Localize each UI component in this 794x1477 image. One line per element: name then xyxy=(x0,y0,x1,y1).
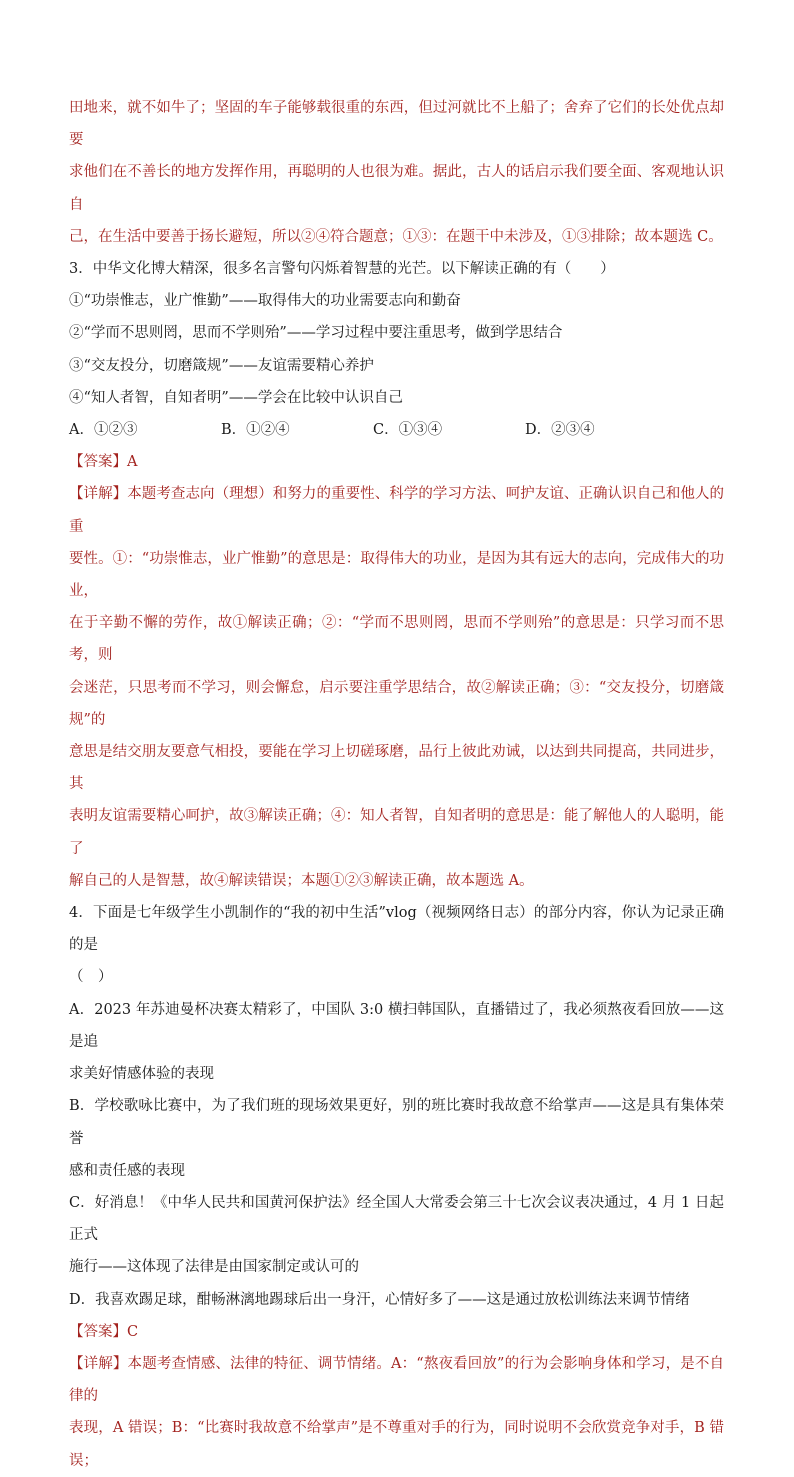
detail-line: 表现，A 错误；B：“比赛时我故意不给掌声”是不尊重对手的行为，同时说明不会欣赏竞争对手，B 错误； xyxy=(69,1420,724,1469)
detail-line: 意思是结交朋友要意气相投，要能在学习上切磋琢磨，品行上彼此劝诫，以达到共同提高，共同进步，其 xyxy=(69,744,724,793)
detail-line: 会迷茫，只思考而不学习，则会懈怠，启示要注重学思结合，故②解读正确；③：“交友投分，切磨箴规”的 xyxy=(69,679,724,728)
question-4-option-a-cont: 求美好情感体验的表现 xyxy=(69,1066,214,1083)
question-3-item-2: ②“学而不思则罔，思而不学则殆”——学习过程中要注重思考，做到学思结合 xyxy=(69,325,563,342)
question-4-option-b-cont: 感和责任感的表现 xyxy=(69,1162,185,1179)
question-3-options xyxy=(69,414,724,446)
option-a: A．①②③ xyxy=(69,422,138,439)
question-3-item-1: ①“功崇惟志，业广惟勤”——取得伟大的功业需要志向和勤奋 xyxy=(69,293,461,310)
text-line: 己，在生活中要善于扬长避短，所以②④符合题意；①③：在题干中未涉及，①③排除；故本题选 C。 xyxy=(69,228,723,245)
question-3-item-3: ③“交友投分，切磨箴规”——友谊需要精心养护 xyxy=(69,357,374,374)
question-4-stem: 4．下面是七年级学生小凯制作的“我的初中生活”vlog（视频网络日志）的部分内容，你认为记录正确的是 xyxy=(69,905,724,954)
question-3-answer: 【答案】A xyxy=(69,454,138,471)
option-c: C．①③④ xyxy=(373,422,443,439)
detail-line: 在于辛勤不懈的劳作，故①解读正确；②：“学而不思则罔，思而不学则殆”的意思是：只学习而不思考，则 xyxy=(69,615,724,664)
option-b: B．①②④ xyxy=(221,422,290,439)
question-3-stem: 3．中华文化博大精深，很多名言警句闪烁着智慧的光芒。以下解读正确的有（ ） xyxy=(69,261,615,278)
detail-line: 【详解】本题考查情感、法律的特征、调节情绪。A：“熬夜看回放”的行为会影响身体和学习，是不自律的 xyxy=(69,1355,724,1405)
question-4-answer: 【答案】C xyxy=(69,1323,139,1340)
question-4-option-d: D．我喜欢踢足球，酣畅淋漓地踢球后出一身汗，心情好多了——这是通过放松训练法来调节情绪 xyxy=(69,1291,690,1308)
text-line: 求他们在不善长的地方发挥作用，再聪明的人也很为难。据此，古人的话启示我们要全面、客观地认识自 xyxy=(69,164,724,213)
detail-line: 要性。①：“功崇惟志，业广惟勤”的意思是：取得伟大的功业，是因为其有远大的志向，完成伟大的功业， xyxy=(69,550,724,600)
question-4-option-b: B．学校歌咏比赛中，为了我们班的现场效果更好，别的班比赛时我故意不给掌声——这是具有集体荣誉 xyxy=(69,1098,724,1147)
question-4-option-a: A．2023 年苏迪曼杯决赛太精彩了，中国队 3:0 横扫韩国队，直播错过了，我必须熬夜看回放——这是追 xyxy=(69,1001,724,1050)
detail-line: 【详解】本题考查志向（理想）和努力的重要性、科学的学习方法、呵护友谊、正确认识自己和他人的重 xyxy=(69,486,724,535)
option-d: D．②③④ xyxy=(525,422,595,439)
detail-line: 表明友谊需要精心呵护，故③解读正确；④：知人者智，自知者明的意思是：能了解他人的人聪明，能了 xyxy=(69,808,724,857)
question-4-option-c-cont: 施行——这体现了法律是由国家制定或认可的 xyxy=(69,1259,359,1276)
question-4-option-c: C．好消息！《中华人民共和国黄河保护法》经全国人大常委会第三十七次会议表决通过，4 月 1 日起正式 xyxy=(69,1194,724,1244)
question-4-stem-cont: （ ） xyxy=(69,969,113,986)
text-line: 田地来，就不如牛了；坚固的车子能够载很重的东西，但过河就比不上船了；舍弃了它们的长处优点却要 xyxy=(69,100,724,149)
question-3-item-4: ④“知人者智，自知者明”——学会在比较中认识自己 xyxy=(69,389,403,406)
detail-line: 解自己的人是智慧，故④解读错误；本题①②③解读正确，故本题选 A。 xyxy=(69,872,534,889)
